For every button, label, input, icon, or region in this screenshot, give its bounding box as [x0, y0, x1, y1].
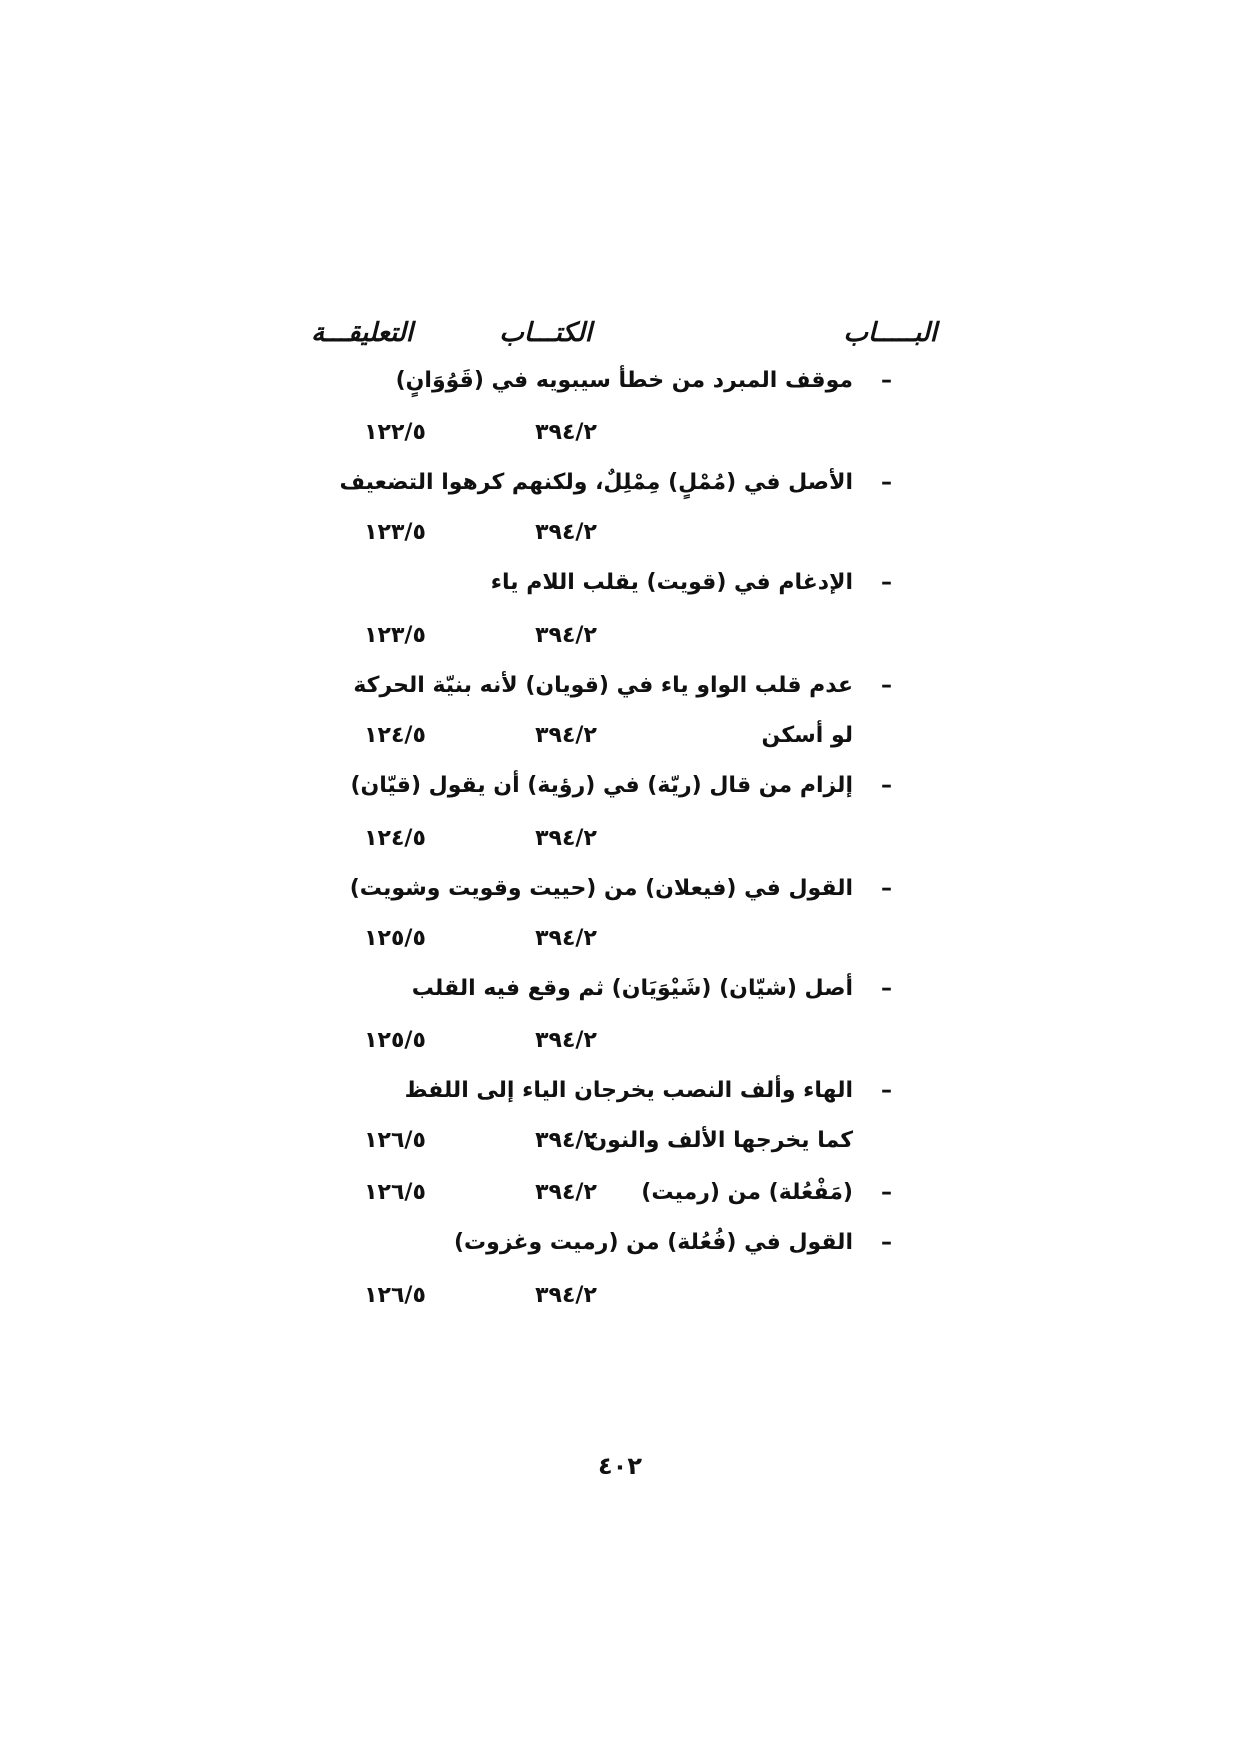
entry-title: الأصل في (مُمْلٍ) مِمْلِلٌ، ولكنهم كرهوا التضعيف [339, 470, 853, 495]
entry-title-continuation: كما يخرجها الألف والنون [588, 1128, 853, 1153]
ta3liq-ref: ١٢٥/٥ [364, 926, 426, 951]
entry-dash: – [881, 1180, 892, 1205]
entry-title: الإدغام في (قويت) يقلب اللام ياء [490, 570, 853, 595]
entry-ref-line [0, 520, 1240, 560]
entry-ref-line [0, 723, 1240, 763]
header-kitab: الكتـــاب [499, 318, 592, 348]
entry-dash: – [881, 773, 892, 798]
ta3liq-ref: ١٢٤/٥ [364, 826, 426, 851]
header-ta3liq: التعليقـــة [311, 318, 413, 348]
kitab-ref: ٣٩٤/٢ [535, 520, 597, 545]
entry-ref-line [0, 623, 1240, 663]
entry-title: الهاء وألف النصب يخرجان الياء إلى اللفظ [404, 1078, 853, 1103]
entry-title-line [0, 976, 1240, 1016]
entry-title-line [0, 368, 1240, 408]
entry-dash: – [881, 876, 892, 901]
entry-title-line [0, 570, 1240, 610]
ta3liq-ref: ١٢٥/٥ [364, 1028, 426, 1053]
entry-dash: – [881, 570, 892, 595]
entry-title-continuation: لو أسكن [761, 723, 853, 748]
kitab-ref: ٣٩٤/٢ [535, 623, 597, 648]
column-headers [0, 318, 1240, 362]
entry-title-line [0, 773, 1240, 813]
header-bab: البـــــاب [843, 318, 937, 348]
entry-dash: – [881, 673, 892, 698]
ta3liq-ref: ١٢٦/٥ [364, 1283, 426, 1308]
entry-dash: – [881, 1078, 892, 1103]
entry-title: موقف المبرد من خطأ سيبويه في (قَوُوَانٍ) [395, 368, 853, 393]
entry-title-line [0, 1180, 1240, 1220]
kitab-ref: ٣٩٤/٢ [535, 1028, 597, 1053]
entry-title-line [0, 470, 1240, 510]
ta3liq-ref: ١٢٢/٥ [364, 420, 426, 445]
ta3liq-ref: ١٢٦/٥ [364, 1128, 426, 1153]
entry-title: القول في (فُعُلة) من (رميت وغزوت) [454, 1230, 853, 1255]
entry-title: القول في (فيعلان) من (حييت وقويت وشويت) [349, 876, 853, 901]
kitab-ref: ٣٩٤/٢ [535, 723, 597, 748]
kitab-ref: ٣٩٤/٢ [535, 420, 597, 445]
entry-title: عدم قلب الواو ياء في (قويان) لأنه بنيّة الحركة [353, 673, 853, 698]
entry-title: (مَفْعُلة) من (رميت) [641, 1180, 853, 1205]
entry-dash: – [881, 470, 892, 495]
entry-dash: – [881, 368, 892, 393]
entry-dash: – [881, 1230, 892, 1255]
entry-title-line [0, 1078, 1240, 1118]
entry-ref-line [0, 826, 1240, 866]
kitab-ref: ٣٩٤/٢ [535, 826, 597, 851]
ta3liq-ref: ١٢٦/٥ [364, 1180, 426, 1205]
kitab-ref: ٣٩٤/٢ [535, 926, 597, 951]
kitab-ref: ٣٩٤/٢ [535, 1180, 597, 1205]
entry-dash: – [881, 976, 892, 1001]
ta3liq-ref: ١٢٣/٥ [364, 520, 426, 545]
entry-title-line [0, 876, 1240, 916]
kitab-ref: ٣٩٤/٢ [535, 1128, 597, 1153]
entry-ref-line [0, 1028, 1240, 1068]
entry-title: أصل (شيّان) (شَيْوَيَان) ثم وقع فيه القلب [411, 976, 853, 1001]
entry-ref-line [0, 420, 1240, 460]
ta3liq-ref: ١٢٤/٥ [364, 723, 426, 748]
entry-title-line [0, 673, 1240, 713]
entry-ref-line [0, 926, 1240, 966]
page-number: ٤٠٢ [598, 1452, 642, 1480]
entry-title-line [0, 1230, 1240, 1270]
entry-ref-line [0, 1283, 1240, 1323]
entry-ref-line [0, 1128, 1240, 1168]
entry-title: إلزام من قال (ريّة) في (رؤية) أن يقول (قيّان) [350, 773, 853, 798]
ta3liq-ref: ١٢٣/٥ [364, 623, 426, 648]
kitab-ref: ٣٩٤/٢ [535, 1283, 597, 1308]
